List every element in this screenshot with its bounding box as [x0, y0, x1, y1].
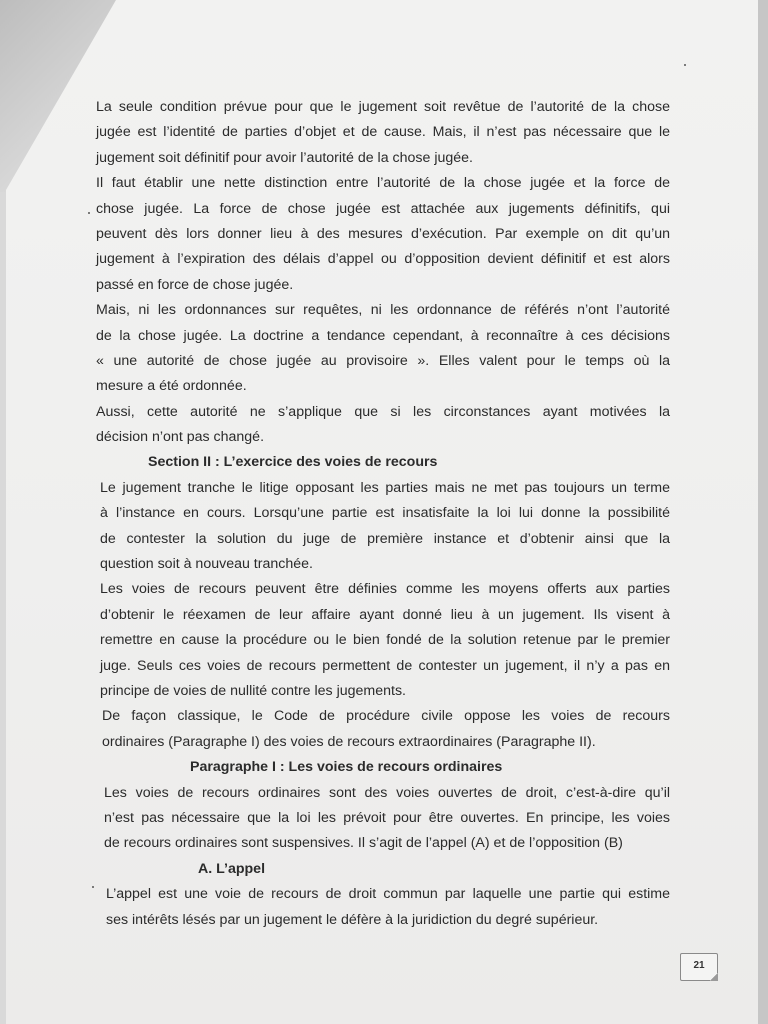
paragraph-line: Les voies de recours ordinaires sont des voies ouvertes de droit, c’est-à-dire qu’il	[104, 784, 670, 801]
paragraph-line: d’obtenir le réexamen de leur affaire ayant donné lieu à un jugement. Ils visent à	[100, 606, 670, 623]
paragraph	[96, 95, 670, 171]
paragraph-line: peuvent dès lors donner lieu à des mesures d’exécution. Par exemple on dit qu’un	[96, 225, 670, 242]
paragraph	[96, 400, 670, 451]
scan-speck	[684, 64, 686, 66]
paragraph	[96, 577, 670, 704]
paragraph-line: De façon classique, le Code de procédure civile oppose les voies de recours	[102, 708, 670, 725]
paragraph-line: chose jugée. La force de chose jugée est attachée aux jugements définitifs, qui	[96, 200, 670, 217]
paragraph-line: ordinaires (Paragraphe I) des voies de recours extraordinaires (Paragraphe II).	[102, 733, 596, 750]
paragraph-line: Mais, ni les ordonnances sur requêtes, ni les ordonnance de référés n’ont l’autorité	[96, 302, 670, 319]
paragraph	[96, 298, 670, 400]
paragraph-line: jugement à l’expiration des délais d’appel ou d’opposition devient définitif et est alors	[96, 251, 670, 268]
scan-speck	[88, 212, 90, 214]
paragraph-line: juge. Seuls ces voies de recours permettent de contester un jugement, il n’y a pas en	[100, 657, 670, 674]
paragraph	[96, 171, 670, 298]
paragraph-line: Les voies de recours peuvent être définies comme les moyens offerts aux parties	[100, 581, 670, 598]
paragraph	[96, 781, 670, 857]
paragraph-line: Il faut établir une nette distinction entre l’autorité de la chose jugée et la force de	[96, 175, 670, 192]
paragraph	[96, 882, 670, 933]
paragraph-line: passé en force de chose jugée.	[96, 276, 294, 293]
paragraph-line: mesure a été ordonnée.	[96, 378, 247, 395]
paragraph-line: décision n’ont pas changé.	[96, 429, 265, 446]
document-body	[96, 95, 670, 933]
paragraph-line: L’appel est une voie de recours de droit commun par laquelle une partie qui estime	[106, 886, 670, 903]
paragraph-line: principe de voies de nullité contre les jugements.	[100, 682, 406, 699]
paragraph-line: jugée est l’identité de parties d’objet et de cause. Mais, il n’est pas nécessaire que le	[96, 124, 670, 141]
paragraph-line: Aussi, cette autorité ne s’applique que si les circonstances ayant motivées la	[96, 403, 670, 420]
section-heading: Section II : L’exercice des voies de recours	[148, 454, 438, 471]
paragraph-line: jugement soit définitif pour avoir l’autorité de la chose jugée.	[96, 149, 473, 166]
paragraph-line: Le jugement tranche le litige opposant les parties mais ne met pas toujours un terme	[100, 479, 670, 496]
section-heading: Paragraphe I : Les voies de recours ordinaires	[190, 759, 503, 776]
scan-speck	[92, 886, 94, 888]
paragraph-line: de contester la solution du juge de première instance et d’obtenir ainsi que la	[100, 530, 670, 547]
paragraph-line: remettre en cause la procédure ou le bien fondé de la solution retenue par le premier	[100, 632, 670, 649]
paragraph-line: question soit à nouveau tranchée.	[100, 556, 313, 573]
paragraph-line: La seule condition prévue pour que le jugement soit revêtue de l’autorité de la chose	[96, 99, 670, 115]
paragraph-line: de recours ordinaires sont suspensives. Il s’agit de l’appel (A) et de l’opposition (B)	[104, 835, 623, 852]
paragraph-line: ses intérêts lésés par un jugement le défère à la juridiction du degré supérieur.	[106, 911, 599, 928]
section-heading: A. L’appel	[198, 860, 266, 877]
page-number: 21	[680, 953, 718, 981]
paragraph-line: de la chose jugée. La doctrine a tendance cependant, à reconnaître à ces décisions	[96, 327, 670, 344]
paragraph	[96, 476, 670, 578]
paragraph-line: n’est pas nécessaire que la loi les prévoit pour être ouvertes. En principe, les voies	[104, 809, 670, 826]
paragraph-line: à l’instance en cours. Lorsqu’une partie est insatisfaite la loi lui donne la possibilité	[100, 505, 670, 522]
paragraph-line: « une autorité de chose jugée au provisoire ». Elles valent pour le temps où la	[96, 352, 670, 369]
paragraph	[96, 704, 670, 755]
